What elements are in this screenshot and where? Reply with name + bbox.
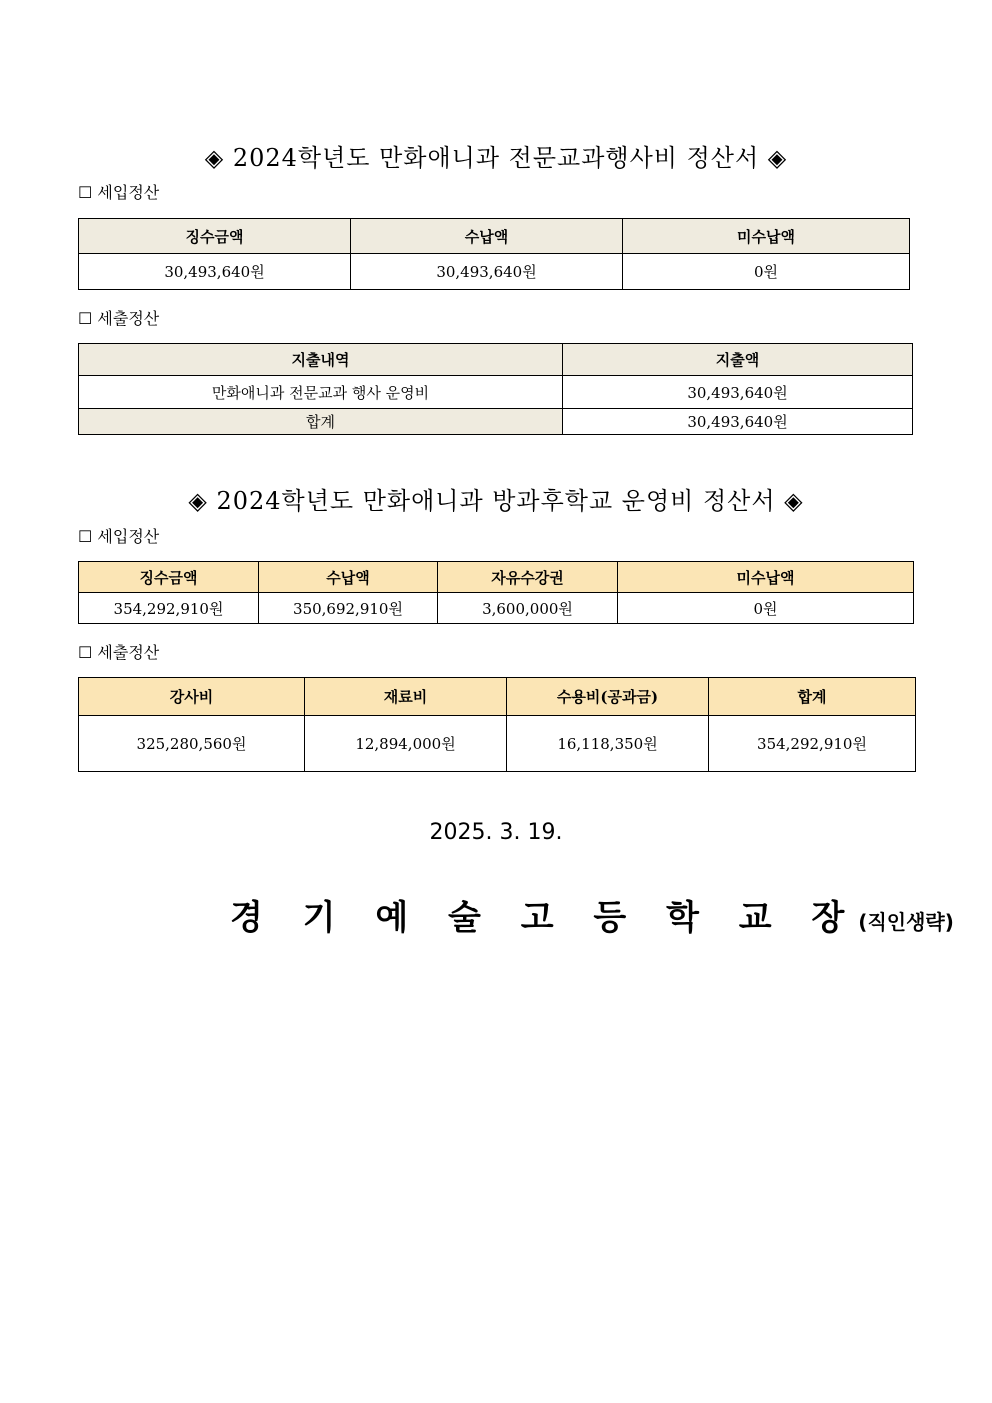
report1-expense-table: [78, 343, 913, 435]
report1-title: ◈ 2024학년도 만화애니과 전문교과행사비 정산서 ◈: [204, 144, 788, 172]
report1-expense-label: ☐ 세출정산: [78, 309, 160, 328]
cell-instructor-fee: 325,280,560원: [79, 716, 305, 772]
cell-expense-item: 만화애니과 전문교과 행사 운영비: [79, 376, 563, 409]
cell-expense-amount: 30,493,640원: [563, 376, 913, 409]
report2-income-table: [78, 561, 914, 624]
cell-collection-amount: 30,493,640원: [79, 254, 351, 290]
cell-material-cost: 12,894,000원: [305, 716, 507, 772]
header-instructor-fee: 강사비: [79, 678, 305, 716]
report2-title: ◈ 2024학년도 만화애니과 방과후학교 운영비 정산서 ◈: [188, 487, 804, 515]
header-total: 합계: [709, 678, 916, 716]
report1-income-table: [78, 218, 910, 290]
header-expense-item: 지출내역: [79, 344, 563, 376]
cell-received-amount: 350,692,910원: [259, 593, 438, 624]
header-unpaid-amount: 미수납액: [623, 219, 910, 254]
header-material-cost: 재료비: [305, 678, 507, 716]
signature-block: [230, 890, 954, 939]
report2-expense-label: ☐ 세출정산: [78, 643, 160, 662]
cell-utilities: 16,118,350원: [507, 716, 709, 772]
seal-omitted-note: (직인생략): [858, 910, 954, 934]
cell-total: 354,292,910원: [709, 716, 916, 772]
header-unpaid-amount: 미수납액: [618, 562, 914, 593]
report2-expense-table: [78, 677, 916, 772]
report1-income-label: ☐ 세입정산: [78, 183, 160, 202]
cell-received-amount: 30,493,640원: [351, 254, 623, 290]
document-date: 2025. 3. 19.: [429, 820, 563, 845]
header-collection-amount: 징수금액: [79, 219, 351, 254]
cell-collection-amount: 354,292,910원: [79, 593, 259, 624]
header-expense-amount: 지출액: [563, 344, 913, 376]
cell-free-voucher: 3,600,000원: [438, 593, 618, 624]
header-collection-amount: 징수금액: [79, 562, 259, 593]
cell-unpaid-amount: 0원: [618, 593, 914, 624]
header-utilities: 수용비(공과금): [507, 678, 709, 716]
header-received-amount: 수납액: [259, 562, 438, 593]
report2-income-label: ☐ 세입정산: [78, 527, 160, 546]
header-received-amount: 수납액: [351, 219, 623, 254]
cell-total-label: 합계: [79, 409, 563, 435]
header-free-voucher: 자유수강권: [438, 562, 618, 593]
cell-unpaid-amount: 0원: [623, 254, 910, 290]
cell-total-amount: 30,493,640원: [563, 409, 913, 435]
table-row: [79, 376, 913, 409]
principal-name: 경 기 예 술 고 등 학 교 장: [230, 898, 859, 938]
